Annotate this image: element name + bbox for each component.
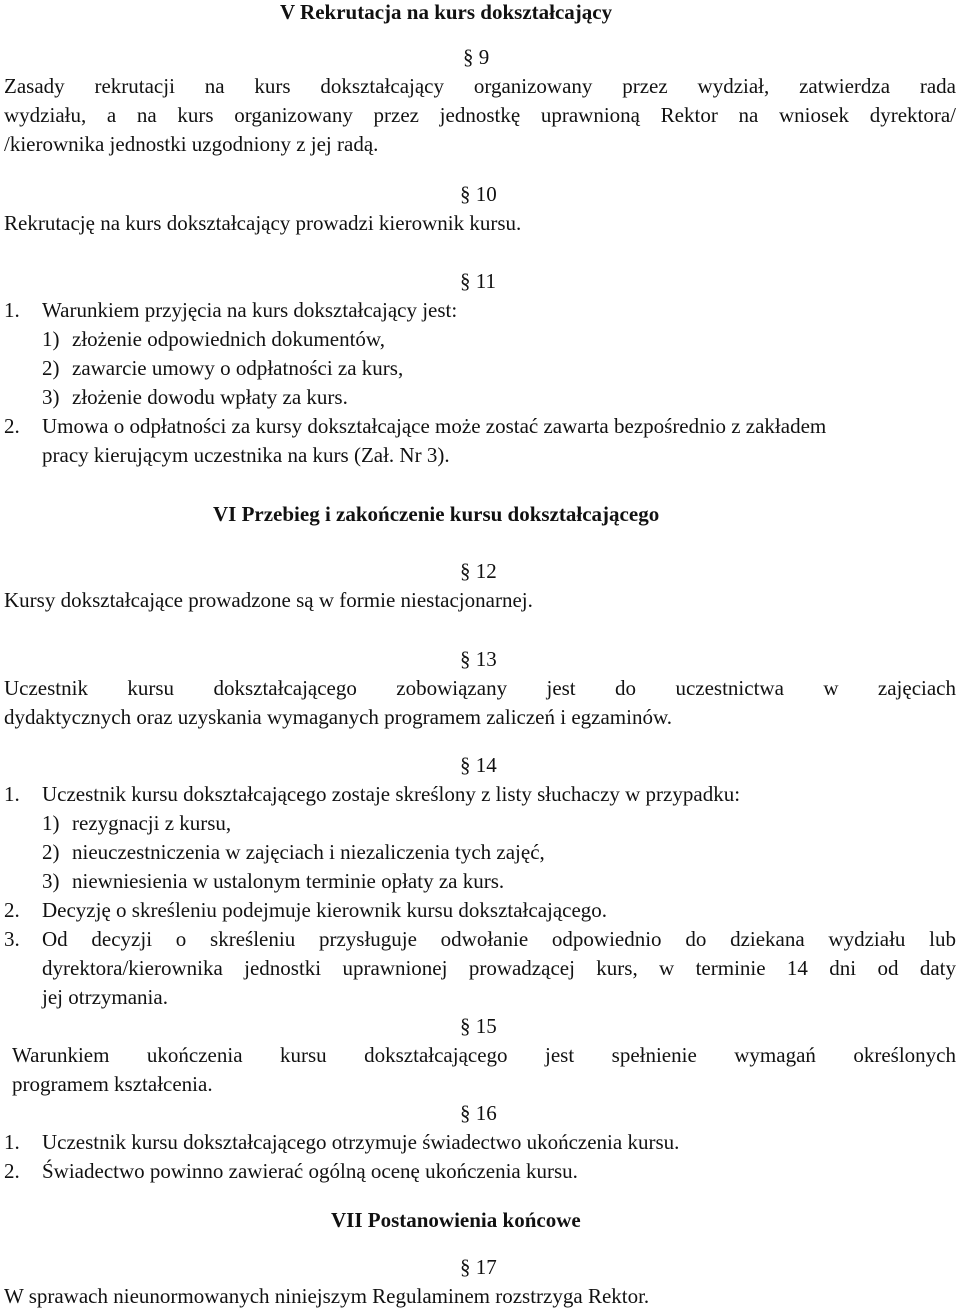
paragraph-12-text: Kursy dokształcające prowadzone są w formie niestacjonarnej. <box>4 588 533 612</box>
paragraph-16-item-2 <box>4 1159 578 1183</box>
item-number: 1. <box>4 1130 20 1154</box>
sub-text: rezygnacji z kursu, <box>72 811 232 835</box>
paragraph-14-sub-2 <box>42 840 545 864</box>
paragraph-9-line-3: /kierownika jednostki uzgodniony z jej radą. <box>4 132 379 156</box>
paragraph-mark-14: § 14 <box>460 753 497 777</box>
paragraph-11-item-2 <box>4 414 826 438</box>
paragraph-11-sub-2 <box>42 356 403 380</box>
paragraph-16-item-1 <box>4 1130 679 1154</box>
item-number: 2. <box>4 1159 20 1183</box>
sub-number: 3) <box>42 869 60 893</box>
sub-number: 2) <box>42 840 60 864</box>
paragraph-mark-17: § 17 <box>460 1255 497 1279</box>
paragraph-15-line-2: programem kształcenia. <box>12 1072 213 1096</box>
sub-number: 1) <box>42 811 60 835</box>
paragraph-11-sub-1 <box>42 327 385 351</box>
sub-number: 1) <box>42 327 60 351</box>
section-heading-vii: VII Postanowienia końcowe <box>331 1208 581 1232</box>
item-text: Świadectwo powinno zawierać ogólną ocenę ukończenia kursu. <box>42 1159 578 1183</box>
paragraph-14-item-3-cont-2: jej otrzymania. <box>42 985 168 1009</box>
paragraph-17-text: W sprawach nieunormowanych niniejszym Regulaminem rozstrzyga Rektor. <box>4 1284 650 1308</box>
paragraph-11-item-1 <box>4 298 457 322</box>
paragraph-mark-12: § 12 <box>460 559 497 583</box>
paragraph-13-line-2: dydaktycznych oraz uzyskania wymaganych programem zaliczeń i egzaminów. <box>4 705 673 729</box>
item-text: Umowa o odpłatności za kursy dokształcające może zostać zawarta bezpośrednio z zakładem <box>42 414 827 438</box>
paragraph-11-item-2-cont: pracy kierującym uczestnika na kurs (Zał. Nr 3). <box>42 443 450 467</box>
paragraph-mark-9: § 9 <box>463 45 490 69</box>
paragraph-14-item-3-cont-1: dyrektora/kierownika jednostki uprawnionej prowadzącej kurs, w terminie 14 dni od daty <box>42 956 956 980</box>
paragraph-14-item-2 <box>4 898 607 922</box>
sub-text: niewniesienia w ustalonym terminie opłaty za kurs. <box>72 869 505 893</box>
item-number: 3. <box>4 927 20 951</box>
paragraph-15-line-1: Warunkiem ukończenia kursu dokształcającego jest spełnienie wymagań określonych <box>12 1043 956 1067</box>
paragraph-10-text: Rekrutację na kurs dokształcający prowadzi kierownik kursu. <box>4 211 522 235</box>
sub-text: zawarcie umowy o odpłatności za kurs, <box>72 356 404 380</box>
paragraph-9-line-1: Zasady rekrutacji na kurs dokształcający organizowany przez wydział, zatwierdza rada <box>4 74 956 98</box>
paragraph-mark-13: § 13 <box>460 647 497 671</box>
paragraph-mark-16: § 16 <box>460 1101 497 1125</box>
item-number: 2. <box>4 898 20 922</box>
paragraph-14-sub-3 <box>42 869 504 893</box>
paragraph-14-item-1 <box>4 782 740 806</box>
item-text: Uczestnik kursu dokształcającego zostaje skreślony z listy słuchaczy w przypadku: <box>42 782 741 806</box>
item-text: Od decyzji o skreśleniu przysługuje odwołanie odpowiednio do dziekana wydziału lub <box>42 927 956 951</box>
item-number: 2. <box>4 414 20 438</box>
sub-number: 2) <box>42 356 60 380</box>
item-text: Decyzję o skreśleniu podejmuje kierownik kursu dokształcającego. <box>42 898 608 922</box>
paragraph-11-sub-3 <box>42 385 348 409</box>
item-text: Uczestnik kursu dokształcającego otrzymuje świadectwo ukończenia kursu. <box>42 1130 680 1154</box>
sub-number: 3) <box>42 385 60 409</box>
sub-text: nieuczestniczenia w zajęciach i niezaliczenia tych zajęć, <box>72 840 545 864</box>
item-number: 1. <box>4 782 20 806</box>
sub-text: złożenie odpowiednich dokumentów, <box>72 327 385 351</box>
item-text: Warunkiem przyjęcia na kurs dokształcający jest: <box>42 298 458 322</box>
paragraph-mark-11: § 11 <box>460 269 496 293</box>
paragraph-mark-10: § 10 <box>460 182 497 206</box>
section-heading-v: V Rekrutacja na kurs dokształcający <box>280 0 613 24</box>
section-heading-vi: VI Przebieg i zakończenie kursu dokształcającego <box>213 502 660 526</box>
paragraph-14-item-3 <box>4 927 956 951</box>
sub-text: złożenie dowodu wpłaty za kurs. <box>72 385 348 409</box>
paragraph-mark-15: § 15 <box>460 1014 497 1038</box>
paragraph-13-line-1: Uczestnik kursu dokształcającego zobowiązany jest do uczestnictwa w zajęciach <box>4 676 956 700</box>
paragraph-9-line-2: wydziału, a na kurs organizowany przez jednostkę uprawnioną Rektor na wniosek dyrektora/ <box>4 103 956 127</box>
item-number: 1. <box>4 298 20 322</box>
paragraph-14-sub-1 <box>42 811 231 835</box>
